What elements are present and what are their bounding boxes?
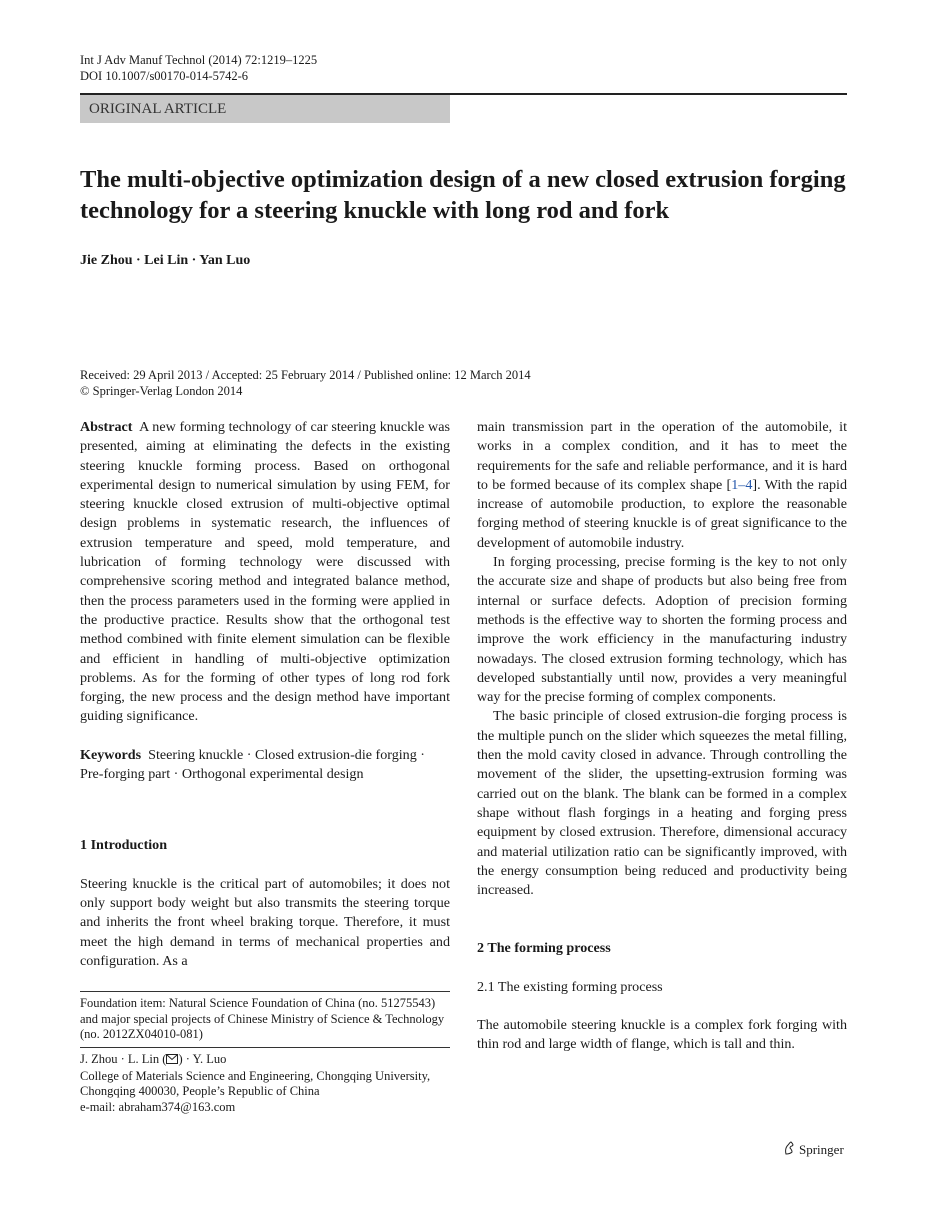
springer-logo [783,1141,844,1159]
intro-p1-text-a: main transmission part in the operation of the automobile, it works in a complex condition, and it has to meet the requirements for the safe and reliable performance, and it is hard to be formed because of its complex shape [ [477,419,847,493]
copyright: © Springer-Verlag London 2014 [80,384,243,398]
foundation-note: Foundation item: Natural Science Foundation of China (no. 51275543) and major special projects of Chinese Ministry of Science & Technology (no. 2012ZX04010-081) [80,996,445,1042]
affiliation-names-b: ) · Y. Luo [178,1052,227,1066]
right-column [477,418,847,1055]
publication-dates [80,367,531,399]
intro-paragraph-1: Steering knuckle is the critical part of automobiles; it does not only support body weight but also transmits the steering torque and inherits the front wheel braking torque. Therefore, it must meet the high demand in terms of mechanical properties and configuration. As a [80,875,450,969]
intro-p1-text-b: ]. With the rapid increase of automobile production, to explore the reasonable forging method of steering knuckle is of great significance to the development of automobile industry. [477,476,847,551]
affiliation-rule [80,1047,450,1048]
intro-paragraph-3: The basic principle of closed extrusion-die forging process is the multiple punch on the slider which squeezes the metal filling, then the mold cavity closed in advance. Through controlling the movement of the slider, the upsetting-extrusion forming was carried out on the blank. The blank can be formed in a complex shape without flash forgings in a heating and forging press equipment by closed extrusion. Therefore, dimensional accuracy and material utilization ratio can be significantly improved, with the energy consumption being reduced and productivity being increased. [477,708,847,899]
section-2-paragraph-1: The automobile steering knuckle is a complex fork forging with thin rod and large width of flange, which is tall and thin. [477,1017,847,1053]
section-2-heading: 2 The forming process [477,940,611,957]
journal-citation: Int J Adv Manuf Technol (2014) 72:1219–1225 [80,53,318,67]
keywords [80,746,450,785]
article-type-banner: ORIGINAL ARTICLE [80,95,450,123]
abstract-text: A new forming technology of car steering knuckle was presented, aiming at eliminating the defects in the existing steering knuckle forming process. Based on orthogonal experimental design to numerical simulation by using FEM, for steering knuckle closed extrusion of multi-objective optimal design problems in systematic research, the influences of extrusion temperature and speed, mold temperature, and lubrication of forming technology were discussed with comprehensive scoring method and integrated balance method, then the process parameters used in the forming were applied in the productive practice. Results show that the orthogonal test method combined with finite element simulation can be flexible and efficient in handling of multi-objective optimization problems. As for the forming of other types of long rod fork forging, the new process and the design method have important guiding significance. [80,419,450,725]
intro-paragraph-2: In forging processing, precise forming is the key to not only the accurate size and shape of products but also being free from internal or surface defects. Adoption of precision forming methods is the effective way to shorten the forming process and improve the work efficiency in the manufacturing industry nowadays. The closed extrusion forming technology, which has developed substantially until now, provides a very meaningful way for the precise forming of complex components. [477,554,847,706]
keywords-label: Keywords [80,746,142,763]
affiliation [80,1052,452,1116]
subsection-2-1-heading: 2.1 The existing forming process [477,978,663,995]
affiliation-institution: College of Materials Science and Engineering, Chongqing University, Chongqing 400030, People’s Republic of China [80,1068,431,1099]
dates-line: Received: 29 April 2013 / Accepted: 25 February 2014 / Published online: 12 March 2014 [80,368,531,382]
envelope-icon [166,1053,178,1069]
left-column [80,418,450,971]
abstract-label: Abstract [80,419,133,435]
authors: Jie Zhou · Lei Lin · Yan Luo [80,253,251,268]
reference-link-1-4[interactable]: 1–4 [731,476,753,493]
intro-paragraph-1-cont [477,418,847,553]
intro-heading: 1 Introduction [80,837,168,854]
publisher-name: Springer [799,1142,844,1157]
footnote-rule [80,991,450,992]
paper-title: The multi-objective optimization design of a new closed extrusion forging technology for a steering knuckle with long rod and fork [80,166,846,224]
abstract [80,418,450,727]
springer-horse-icon [783,1141,795,1159]
keywords-text: Steering knuckle · Closed extrusion-die forging · Pre-forging part · Orthogonal experimental design [80,746,425,783]
affiliation-names [80,1052,452,1069]
doi: DOI 10.1007/s00170-014-5742-6 [80,69,249,83]
affiliation-names-a: J. Zhou · L. Lin ( [80,1052,167,1066]
email: e-mail: abraham374@163.com [80,1100,236,1115]
